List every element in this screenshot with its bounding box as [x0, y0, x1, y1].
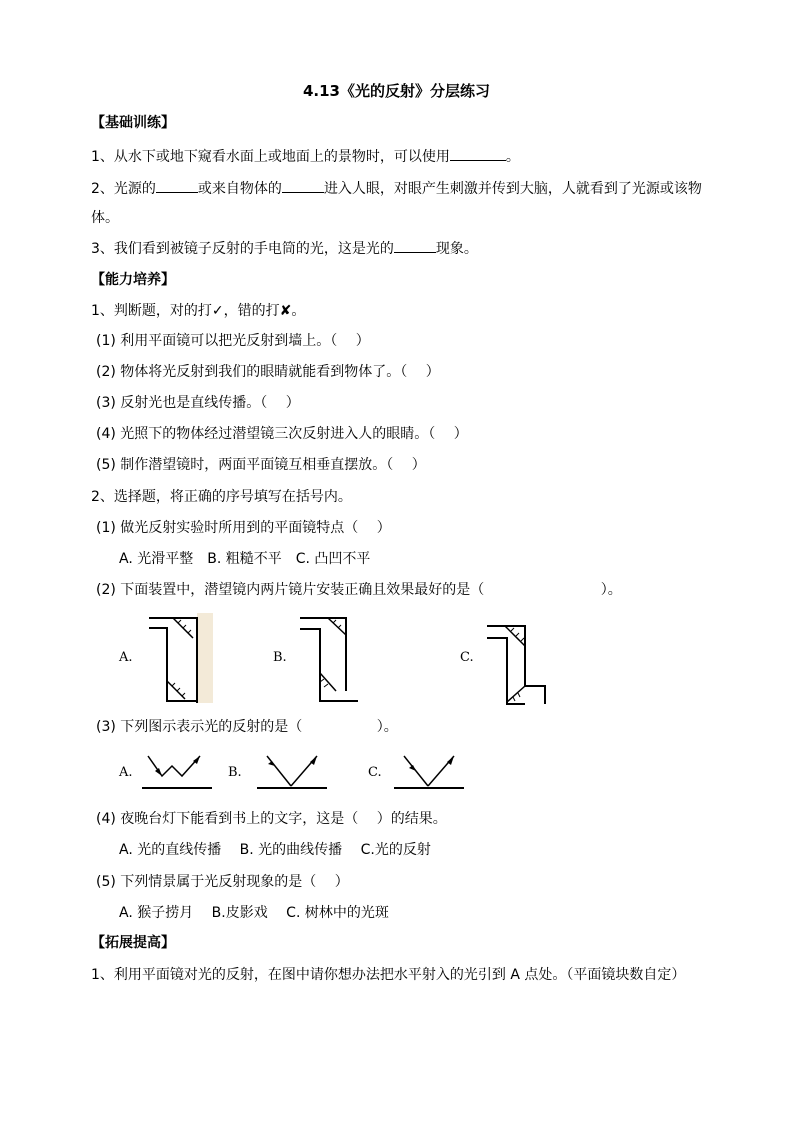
periscope-figure-c	[485, 616, 550, 706]
answer-blank[interactable]	[450, 146, 506, 161]
basic-q1	[91, 146, 520, 167]
basic-q2	[91, 178, 702, 199]
extend-q1: 1、利用平面镜对光的反射，在图中请你想办法把水平射入的光引到 A 点处。（平面镜块数自定）	[91, 967, 686, 983]
basic-q1-end: 。	[505, 149, 520, 165]
choice-4-options: A. 光的直线传播 B. 光的曲线传播 C.光的反射	[119, 842, 431, 858]
figure-label-a: A.	[119, 650, 133, 665]
section-ability: 【能力培养】	[91, 272, 175, 288]
judge-item-2: (2) 物体将光反射到我们的眼睛就能看到物体了。（ ）	[96, 364, 440, 380]
figure-label-b: B.	[228, 765, 242, 780]
judge-item-1: (1) 利用平面镜可以把光反射到墙上。（ ）	[96, 333, 370, 349]
choice-3: (3) 下列图示表示光的反射的是（ ）。	[96, 719, 398, 735]
reflection-figure-c	[392, 752, 467, 792]
basic-q2-text-c: 进入人眼，对眼产生刺激并传到大脑，人就看到了光源或该物	[323, 181, 702, 197]
figure-label-a: A.	[119, 765, 133, 780]
basic-q2-cont: 体。	[91, 210, 119, 226]
periscope-figure-a	[145, 613, 215, 703]
reflection-figure-a	[140, 752, 215, 792]
basic-q2-text-b: 或来自物体的	[197, 181, 282, 197]
judge-item-3: (3) 反射光也是直线传播。（ ）	[96, 395, 300, 411]
periscope-figure-b	[298, 613, 363, 703]
section-basic: 【基础训练】	[91, 115, 175, 131]
reflection-figure-b	[255, 752, 330, 792]
choice-5: (5) 下列情景属于光反射现象的是（ ）	[96, 874, 349, 890]
judge-item-5: (5) 制作潜望镜时，两面平面镜互相垂直摆放。（ ）	[96, 457, 426, 473]
judge-item-4: (4) 光照下的物体经过潜望镜三次反射进入人的眼睛。（ ）	[96, 426, 468, 442]
judge-title-text: 1、判断题，对的打	[91, 303, 212, 319]
choice-1-options: A. 光滑平整 B. 粗糙不平 C. 凸凹不平	[119, 551, 371, 567]
basic-q3-end: 现象。	[435, 241, 478, 257]
judge-title-mid: ，错的打	[223, 303, 280, 319]
judge-title	[91, 301, 305, 321]
basic-q2-text-a: 2、光源的	[91, 181, 156, 197]
cross-icon: ✘	[279, 303, 292, 319]
figure-label-b: B.	[273, 650, 287, 665]
choice-title: 2、选择题，将正确的序号填写在括号内。	[91, 489, 352, 505]
section-extend: 【拓展提高】	[91, 935, 175, 951]
judge-title-end: 。	[291, 303, 306, 319]
choice-5-options: A. 猴子捞月 B.皮影戏 C. 树林中的光斑	[119, 905, 389, 921]
answer-blank[interactable]	[394, 238, 436, 253]
choice-4: (4) 夜晚台灯下能看到书上的文字，这是（ ）的结果。	[96, 811, 447, 827]
choice-1: (1) 做光反射实验时所用到的平面镜特点（ ）	[96, 520, 391, 536]
figure-label-c: C.	[368, 765, 382, 780]
page-title: 4.13《光的反射》分层练习	[302, 82, 490, 100]
basic-q3-text: 3、我们看到被镜子反射的手电筒的光，这是光的	[91, 241, 394, 257]
basic-q1-text: 1、从水下或地下窥看水面上或地面上的景物时，可以使用	[91, 149, 450, 165]
check-icon: ✓	[211, 303, 224, 319]
basic-q3	[91, 238, 478, 259]
choice-2: (2) 下面装置中，潜望镜内两片镜片安装正确且效果最好的是（ ）。	[96, 582, 622, 598]
figure-label-c: C.	[460, 650, 474, 665]
answer-blank[interactable]	[156, 178, 198, 193]
answer-blank[interactable]	[282, 178, 324, 193]
